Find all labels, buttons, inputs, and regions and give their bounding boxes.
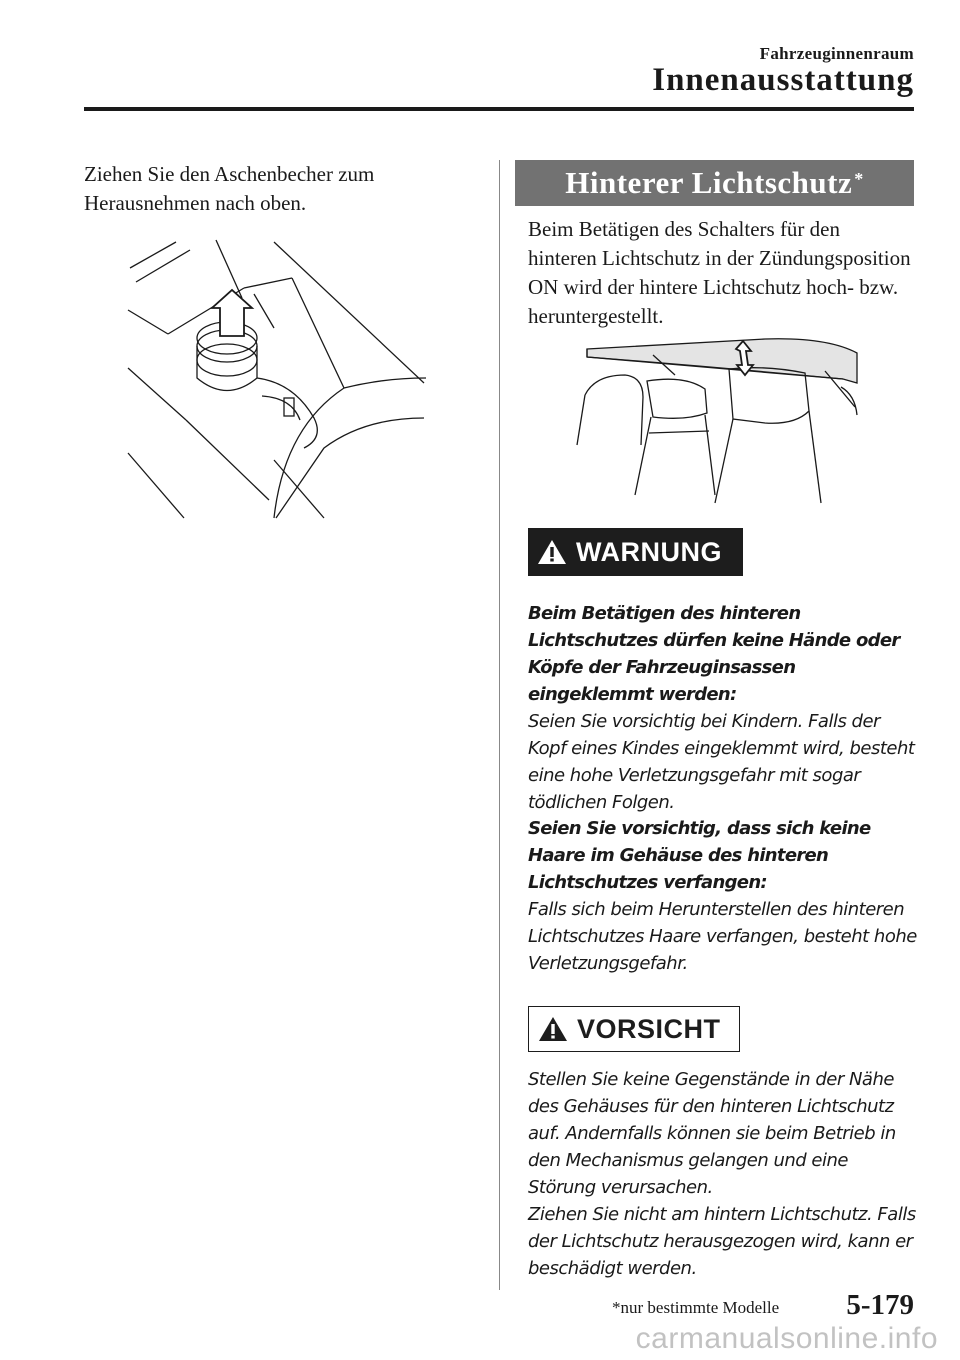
caution-text-1: Stellen Sie keine Gegenstände in der Nähe des Gehäuses für den hinteren Lichtschutz auf. Andernfalls können sie beim Betrieb in den Mechanismus gelangen und eine Störung verursachen. [528,1069,896,1198]
column-divider [499,160,500,1290]
header-rule [84,107,914,111]
warning-item-1-heading: Beim Betätigen des hinteren Lichtschutzes dürfen keine Hände oder Köpfe der Fahrzeuginsassen eingeklemmt werden: [528,603,900,705]
warning-item-1 [528,600,918,816]
caution-text [528,1066,918,1282]
caution-badge [528,1006,740,1052]
ashtray-instruction: Ziehen Sie den Aschenbecher zum Herausnehmen nach oben. [84,162,375,215]
watermark: carmanualsonline.info [635,1322,938,1355]
warning-triangle-icon [536,538,568,566]
page-number: 5-179 [846,1289,914,1321]
warning-badge [528,528,743,576]
warning-item-2-text: Falls sich beim Herunterstellen des hinteren Lichtschutzes Haare verfangen, besteht hohe Verletzungsgefahr. [528,899,917,974]
arrow-up-icon [212,290,252,336]
warning-label: WARNUNG [576,536,722,567]
caution-label: VORSICHT [577,1013,721,1044]
rear-sunshade-illustration [565,335,865,510]
section-heading: Hinterer Lichtschutz [565,165,853,200]
section-heading-mark: * [854,168,864,189]
header-title: Innenausstattung [652,62,914,98]
section-description: Beim Betätigen des Schalters für den hinteren Lichtschutz in der Zündungsposition ON wird der hintere Lichtschutz hoch- bzw. heruntergestellt. [528,217,911,328]
warning-item-2-heading: Seien Sie vorsichtig, dass sich keine Haare im Gehäuse des hinteren Lichtschutzes verfangen: [528,818,871,893]
warning-triangle-icon [537,1015,569,1043]
caution-text-2: Ziehen Sie nicht am hintern Lichtschutz. Falls der Lichtschutz herausgezogen wird, kann er beschädigt werden. [528,1204,916,1279]
warning-item-2 [528,815,918,977]
footer-note: *nur bestimmte Modelle [612,1298,780,1317]
ashtray-illustration [124,238,429,528]
section-banner [515,160,914,206]
warning-item-1-text: Seien Sie vorsichtig bei Kindern. Falls der Kopf eines Kindes eingeklemmt wird, besteht eine hohe Verletzungsgefahr mit sogar tödlichen Folgen. [528,711,915,813]
header-section-label: Fahrzeuginnenraum [759,44,914,63]
